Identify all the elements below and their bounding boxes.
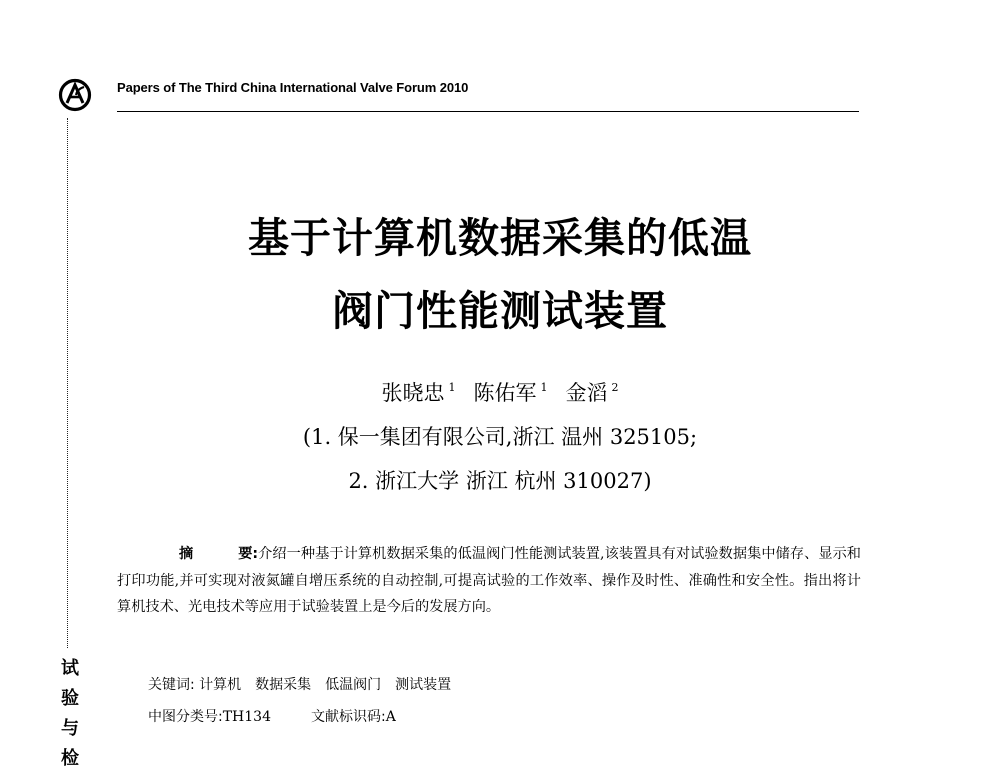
author: 张晓忠 $^1$	[381, 381, 456, 405]
paper-title-line-1: 基于计算机数据采集的低温	[248, 214, 752, 262]
header-rule	[117, 111, 859, 112]
abstract-text: 介绍一种基于计算机数据采集的低温阀门性能测试装置,该装置具有对试验数据集中储存、显示和打印功能,并可实现对液氮罐自增压系统的自动控制,可提高试验的工作效率、操作及时性、准确性和安全性。指出将计算机技术、光电技术等应用于试验装置上是今后的发展方向。	[117, 546, 861, 616]
paper-title-line-2: 阀门性能测试装置	[332, 287, 668, 335]
author-list	[0, 377, 1000, 407]
side-column-char: 试	[61, 658, 79, 679]
doc-code-value: A	[385, 709, 396, 725]
affiliation-line-1: (1. 保一集团有限公司,浙江 温州 325105;	[302, 425, 698, 449]
abstract	[117, 541, 861, 621]
running-head: Papers of The Third China International Valve Forum 2010	[117, 80, 469, 95]
keyword: 低温阀门	[325, 677, 382, 693]
clc-value: TH134	[222, 709, 271, 725]
keywords-label: 关键词:	[148, 677, 195, 693]
cva-logo-icon	[58, 78, 92, 112]
author: 陈佑军 $^1$	[473, 381, 548, 405]
keyword: 测试装置	[395, 677, 452, 693]
author: 金滔 $^2$	[565, 381, 619, 405]
classification-line	[148, 706, 396, 726]
side-column-char: 与	[61, 718, 79, 739]
affiliation-line-2: 2. 浙江大学 浙江 杭州 310027)	[348, 469, 652, 493]
keyword: 计算机	[199, 677, 242, 693]
clc-label: 中图分类号:	[148, 709, 223, 725]
doc-code-label: 文献标识码:	[311, 709, 386, 725]
abstract-label: 摘 要:	[179, 546, 259, 562]
side-column-char: 检	[61, 748, 79, 769]
side-column-char: 验	[61, 688, 79, 709]
keywords-line	[148, 674, 451, 694]
keyword: 数据采集	[255, 677, 312, 693]
